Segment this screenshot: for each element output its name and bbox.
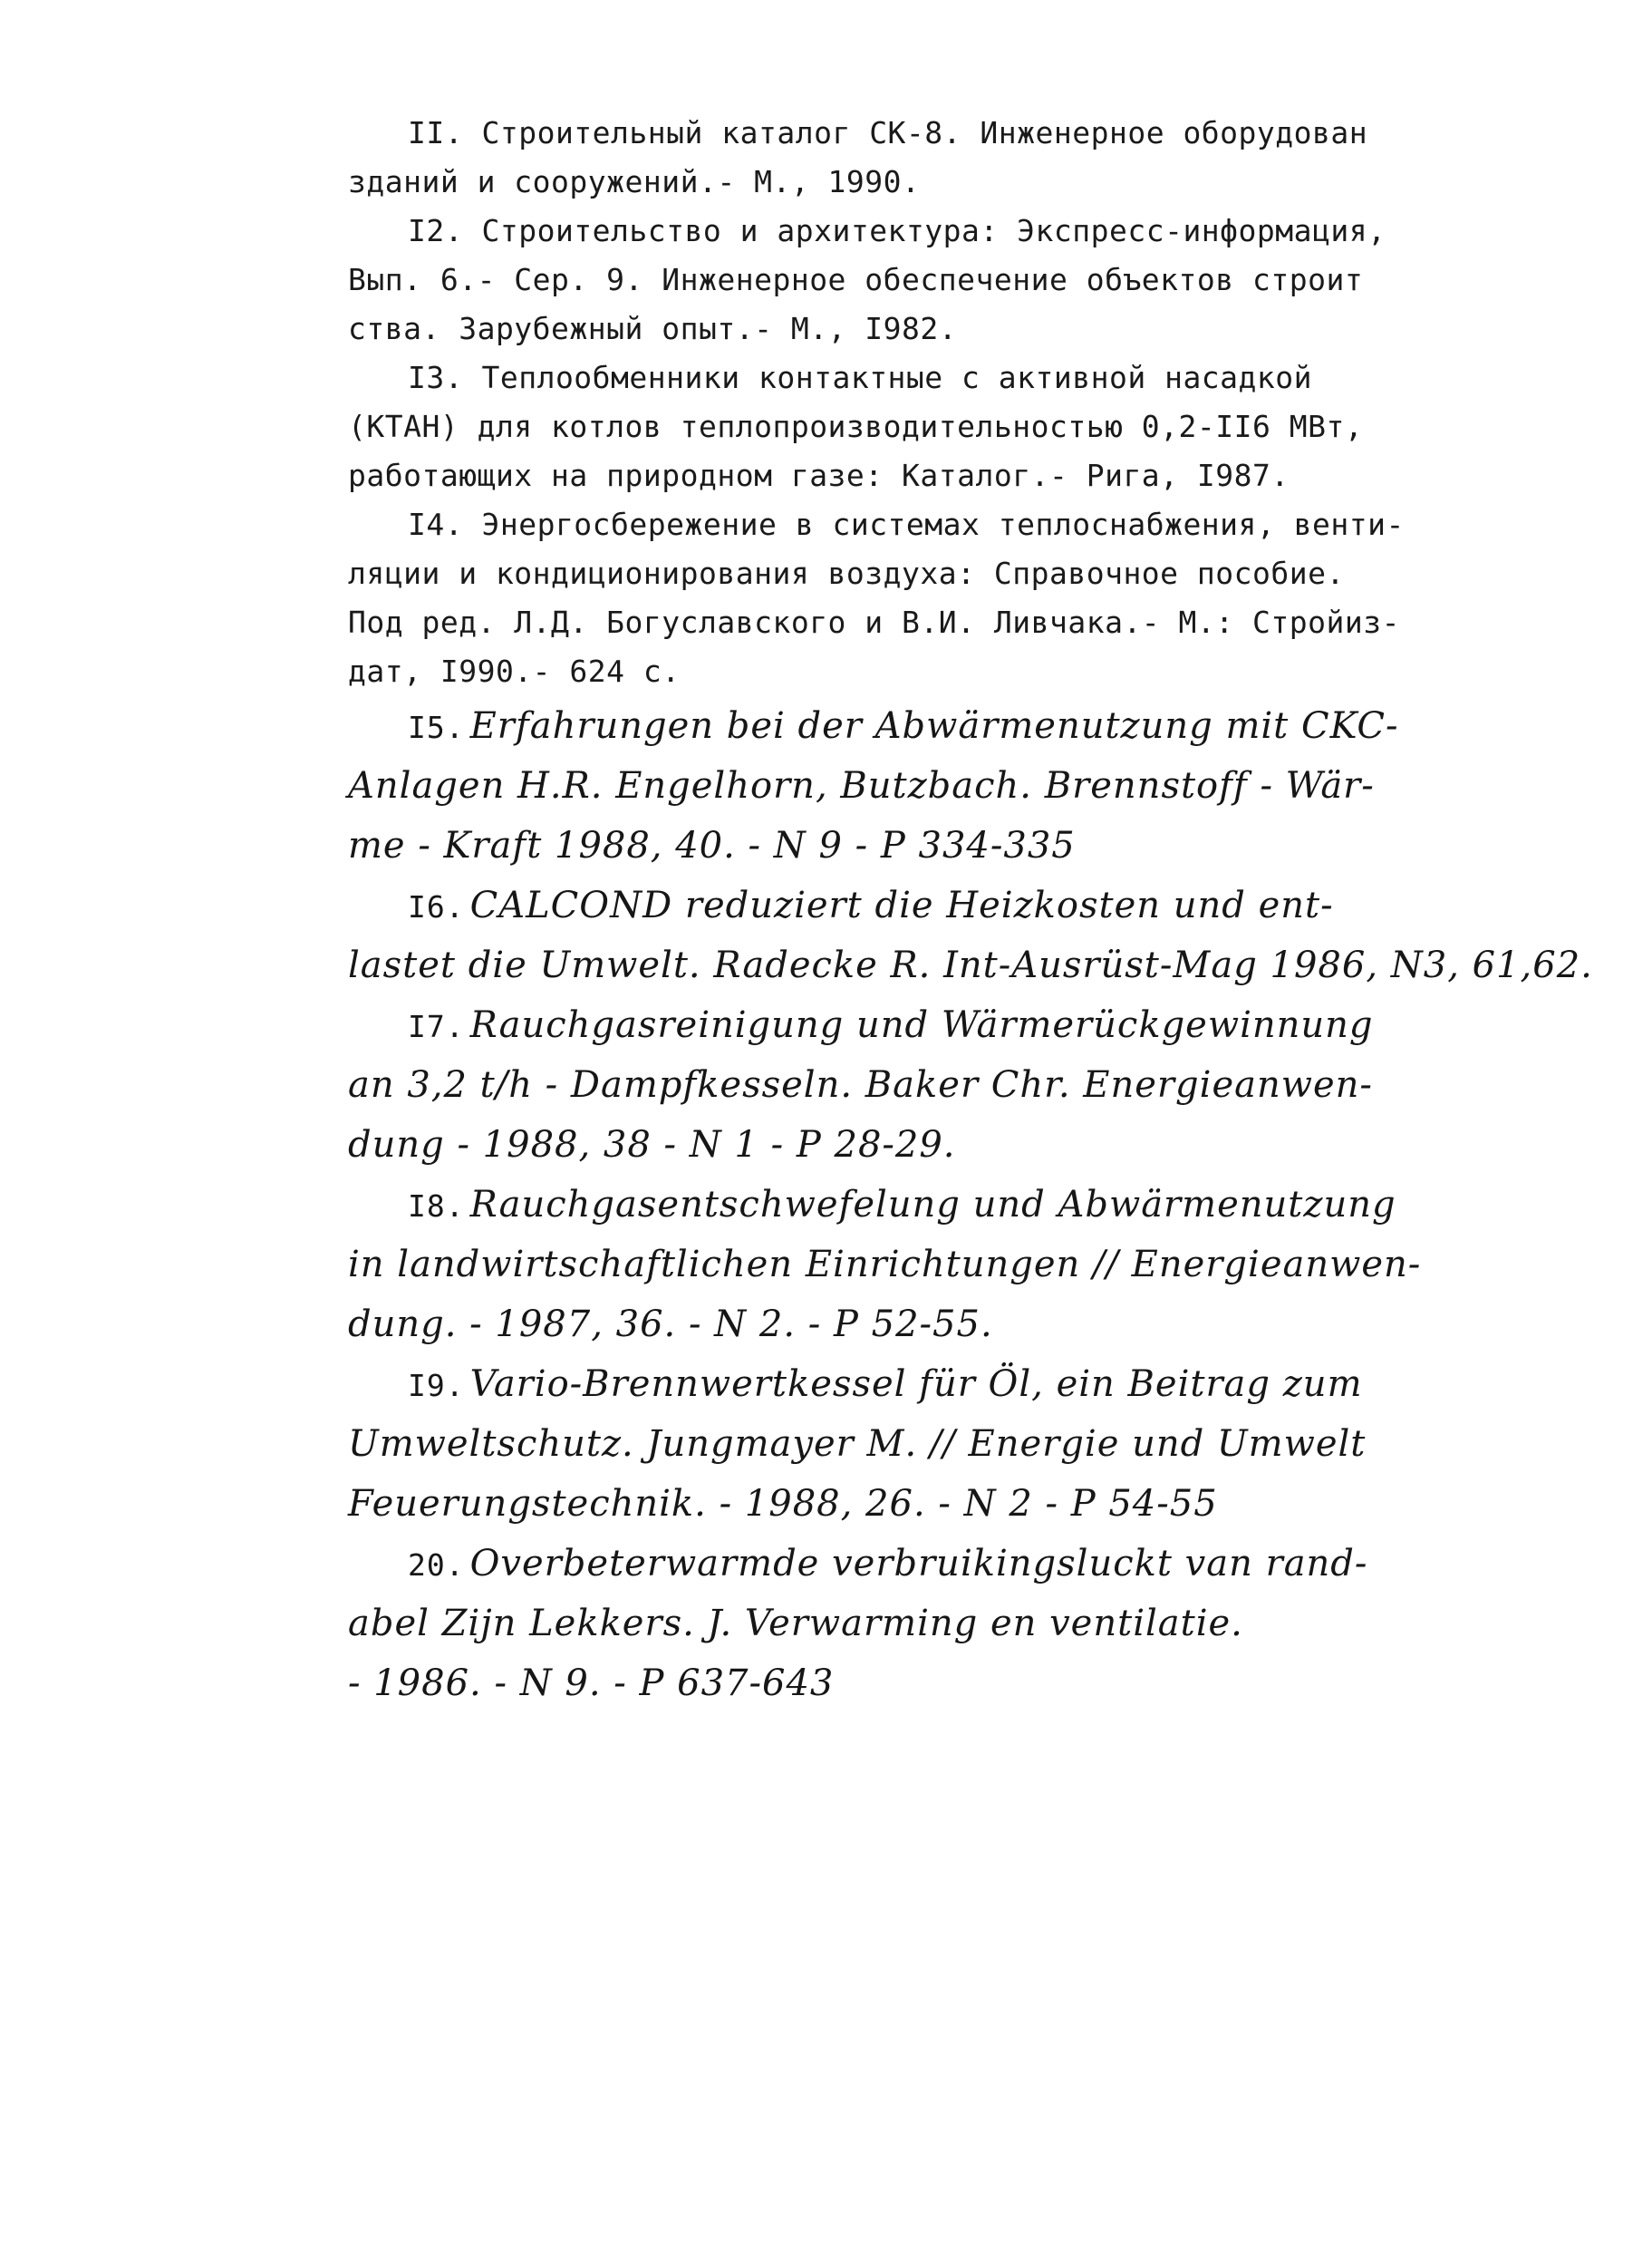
reference-item-18 — [348, 1175, 1517, 1354]
reference-number: I9. — [408, 1368, 465, 1403]
handwritten-line: in landwirtschaftlichen Einrichtungen // Energieanwen- — [348, 1244, 1422, 1285]
reference-line: (КТАН) для котлов теплопроизводительностью 0,2-II6 МВт, — [348, 409, 1364, 444]
reference-line: Под ред. Л.Д. Богуславского и В.И. Ливчака.- М.: Стройиз- — [348, 605, 1400, 640]
handwritten-line — [348, 696, 1517, 756]
reference-item-15 — [348, 696, 1517, 876]
handwritten-line: lastet die Umwelt. Radecke R. Int-Ausrüst-Mag 1986, N3, 61,62. — [348, 945, 1593, 986]
handwritten-line: me - Kraft 1988, 40. - N 9 - P 334-335 — [348, 825, 1076, 867]
handwritten-line: an 3,2 t/h - Dampfkesseln. Baker Chr. Energieanwen- — [348, 1064, 1373, 1106]
handwritten-line — [348, 1534, 1517, 1594]
handwritten-line: dung - 1988, 38 - N 1 - P 28-29. — [348, 1124, 956, 1166]
handwritten-line — [348, 995, 1517, 1055]
reference-item-17 — [348, 995, 1517, 1175]
reference-item-20 — [348, 1534, 1517, 1713]
handwritten-text: Rauchgasreinigung und Wärmerückgewinnung — [469, 1004, 1374, 1046]
reference-line: ства. Зарубежный опыт.- М., I982. — [348, 311, 958, 346]
handwritten-text: Rauchgasentschwefelung und Abwärmenutzung — [469, 1184, 1396, 1226]
handwritten-line — [348, 876, 1517, 935]
handwritten-line: abel Zijn Lekkers. J. Verwarming en ventilatie. — [348, 1603, 1243, 1644]
reference-list — [348, 109, 1593, 1713]
handwritten-text: Vario-Brennwertkessel für Öl, ein Beitrag zum — [469, 1363, 1363, 1405]
reference-number: I6. — [408, 889, 465, 925]
reference-line: II. Строительный каталог СК-8. Инженерное оборудован — [408, 115, 1368, 150]
reference-item-13 — [348, 354, 1517, 500]
handwritten-line — [348, 1175, 1517, 1235]
handwritten-line: dung. - 1987, 36. - N 2. - P 52-55. — [348, 1303, 993, 1345]
handwritten-line: Feuerungstechnik. - 1988, 26. - N 2 - P 54-55 — [348, 1483, 1218, 1525]
reference-number: I7. — [408, 1009, 465, 1044]
handwritten-text: Overbeterwarmde verbruikingsluckt van rand- — [469, 1543, 1368, 1584]
reference-item-14 — [348, 500, 1517, 696]
reference-line: зданий и сооружений.- М., 1990. — [348, 164, 921, 199]
reference-line: дат, I990.- 624 с. — [348, 654, 681, 689]
reference-line: ляции и кондиционирования воздуха: Справочное пособие. — [348, 556, 1345, 591]
reference-line: I2. Строительство и архитектура: Экспресс-информация, — [408, 213, 1386, 248]
reference-number: 20. — [408, 1547, 465, 1583]
handwritten-line — [348, 1354, 1517, 1414]
handwritten-line: Anlagen H.R. Engelhorn, Butzbach. Brennstoff - Wär- — [348, 765, 1375, 807]
reference-item-16 — [348, 876, 1593, 995]
reference-line: I3. Теплообменники контактные с активной насадкой — [408, 360, 1313, 395]
handwritten-text: Erfahrungen bei der Abwärmenutzung mit CKC- — [469, 705, 1399, 747]
reference-number: I5. — [408, 710, 465, 745]
reference-line: Вып. 6.- Сер. 9. Инженерное обеспечение объектов строит — [348, 262, 1364, 297]
reference-item-12 — [348, 207, 1517, 354]
reference-item-11 — [348, 109, 1517, 207]
handwritten-line: - 1986. - N 9. - P 637-643 — [348, 1662, 835, 1704]
reference-line: работающих на природном газе: Каталог.- Рига, I987. — [348, 458, 1290, 493]
reference-line: I4. Энергосбережение в системах теплоснабжения, венти- — [408, 507, 1405, 542]
reference-number: I8. — [408, 1188, 465, 1224]
handwritten-line: Umweltschutz. Jungmayer M. // Energie und Umwelt — [348, 1423, 1367, 1465]
reference-item-19 — [348, 1354, 1517, 1534]
handwritten-text: CALCOND reduziert die Heizkosten und ent- — [469, 885, 1334, 926]
